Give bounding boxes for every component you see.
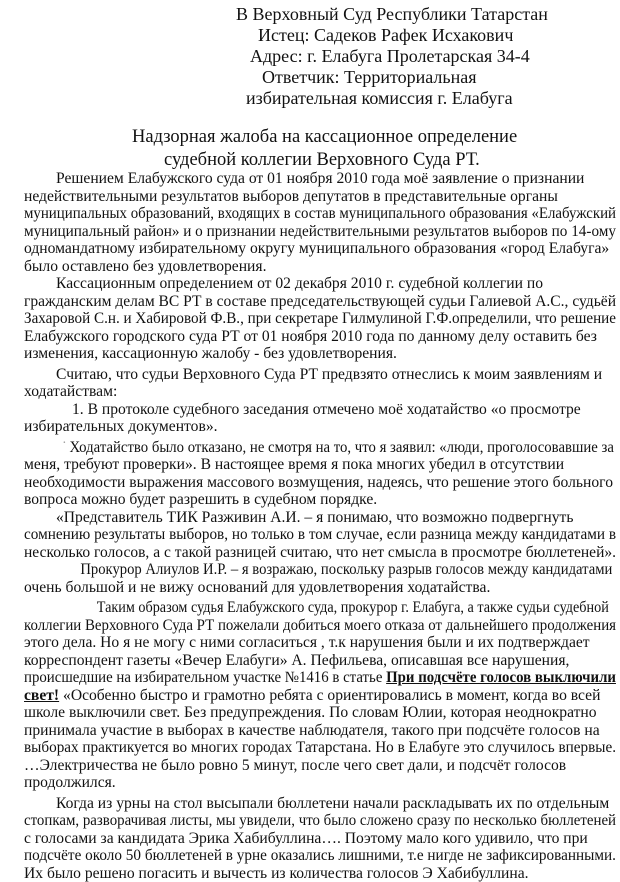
plaintiff-line: Истец: Садеков Рафек Исхакович bbox=[236, 25, 616, 46]
text-line: ходатайствам: bbox=[24, 383, 620, 401]
title-line-1: Надзорная жалоба на кассационное определение bbox=[0, 126, 620, 149]
address-line: Адрес: г. Елабуга Пролетарская 34-4 bbox=[236, 46, 616, 67]
text-line: несколько голосов, а с такой разницей считаю, что нет смысла в просмотре бюллетеней». bbox=[24, 544, 617, 562]
text-line: Елабужского городского суда РТ от 01 ноября 2010 года по данному делу оставить без bbox=[24, 328, 620, 346]
court-name: В Верховный Суд Республики Татарстан bbox=[236, 4, 616, 25]
defendant-line: Ответчик: Территориальная bbox=[236, 67, 616, 88]
text-line: недействительными результатов выборов депутатов в представительные органы bbox=[24, 188, 620, 206]
text-line: коллегии Верховного Суда РТ пожелали добиться моего отказа от дальнейшего продолжения bbox=[24, 617, 593, 635]
article-headline: При подсчёте голосов выключили bbox=[386, 669, 616, 686]
text-line: Их было решено погасить и вычесть из количества голосов Э Хабибуллина. bbox=[24, 865, 620, 882]
text-line: с голосами за кандидата Эрика Хабибуллина…. Поэтому мало кого удивило, что при bbox=[24, 830, 620, 848]
text-line: избирательных документов». bbox=[24, 418, 620, 436]
text-line: корреспондент газеты «Вечер Елабуги» А. Пефильева, описавшая все нарушения, bbox=[24, 652, 620, 670]
text-line: Прокурор Алиулов И.Р. – я возражаю, поскольку разрыв голосов между кандидатами bbox=[24, 561, 584, 579]
text-line: этого дела. Но я не могу с ними согласиться , т.к нарушения были и их подтверждает bbox=[24, 634, 620, 652]
text-line: Решением Елабужского суда от 01 ноября 2010 года моё заявление о признании bbox=[24, 170, 620, 188]
text-line: было оставлено без удовлетворения. bbox=[24, 258, 620, 276]
text-line: Считаю, что судьи Верховного Суда РТ предвзято отнеслись к моим заявлениям и bbox=[24, 366, 620, 384]
text-line: изменения, кассационную жалобу - без удовлетворения. bbox=[24, 345, 620, 363]
complaint-body bbox=[24, 170, 620, 882]
article-headline-cont: свет! bbox=[24, 687, 59, 704]
text-line bbox=[24, 439, 588, 457]
text-line bbox=[24, 669, 592, 687]
text-line: выборах практикуется во многих городах Татарстана. Но в Елабуге это случилось впервые. bbox=[24, 739, 604, 757]
text-line: стопкам, разворачивая листы, мы увидели, что было сложено сразу по несколько бюллетеней bbox=[24, 812, 593, 830]
text-line-text: происшедшие на избирательном участке №1416 в статье bbox=[24, 669, 382, 686]
text-line bbox=[24, 687, 620, 705]
text-line: принимала участие в выборах в качестве наблюдателя, такого при подсчёте голосов на bbox=[24, 722, 620, 740]
scan-speck: ˙ bbox=[62, 439, 70, 457]
text-line: Таким образом судья Елабужского суда, прокурор г. Елабуга, а также судьи судебной bbox=[24, 599, 566, 617]
text-line: вопроса можно будет разрешить в судебном порядке. bbox=[24, 491, 620, 509]
defendant-line-cont: избирательная комиссия г. Елабуга bbox=[236, 88, 616, 109]
text-line: очень большой и не вижу оснований для удовлетворения ходатайства. bbox=[24, 579, 620, 597]
text-line-text: Ходатайство было отказано, не смотря на то, что я заявил: «люди, проголосовавшие за bbox=[69, 439, 613, 456]
text-line-text: «Особенно быстро и грамотно ребята с ориентировались в момент, когда во всей bbox=[63, 687, 600, 704]
text-line: одномандатному избирательному округу муниципального образования «город Елабуга» bbox=[24, 240, 620, 258]
text-line: меня, требуют проверки». В настоящее время я пока многих убедил в отсутствии bbox=[24, 456, 620, 474]
text-line: …Электричества не было ровно 5 минут, после чего свет дали, и подсчёт голосов bbox=[24, 757, 620, 775]
text-line: гражданским делам ВС РТ в составе председательствующей судьи Галиевой А.С., судьёй bbox=[24, 293, 618, 311]
text-line: подсчёте около 50 бюллетеней в урне оказались лишними, т.е нигде не зафиксированными. bbox=[24, 847, 606, 865]
text-line: муниципальных образований, входящих в состав муниципального образования «Елабужский bbox=[24, 205, 593, 223]
text-line: муниципальный район» и о признании недействительными результатов выборов по 14-ому bbox=[24, 223, 605, 241]
text-line: продолжился. bbox=[24, 774, 620, 792]
text-line: школе выключили свет. Без предупреждения. По словам Юлии, которая неоднократно bbox=[24, 704, 620, 722]
text-line: Захаровой С.н. и Хабировой Ф.В., при секретаре Гилмулиной Г.Ф.определили, что решение bbox=[24, 310, 602, 328]
text-line: «Представитель ТИК Разживин А.И. – я понимаю, что возможно подвергнуть bbox=[24, 509, 620, 527]
title-line-2: судебной коллегии Верховного Суда РТ. bbox=[0, 149, 620, 172]
document-title bbox=[0, 126, 620, 172]
text-line: 1. В протоколе судебного заседания отмечено моё ходатайство «о просмотре bbox=[24, 401, 620, 419]
addressee-block bbox=[236, 4, 616, 109]
text-line: Когда из урны на стол высыпали бюллетени начали раскладывать их по отдельным bbox=[24, 795, 620, 813]
text-line: Кассационным определением от 02 декабря 2010 г. судебной коллегии по bbox=[24, 275, 620, 293]
text-line: сомнению результаты выборов, но только в том случае, если разница между кандидатами в bbox=[24, 526, 606, 544]
text-line: необходимости выражения массового возмущения, надеясь, что решение этого больного bbox=[24, 474, 620, 492]
